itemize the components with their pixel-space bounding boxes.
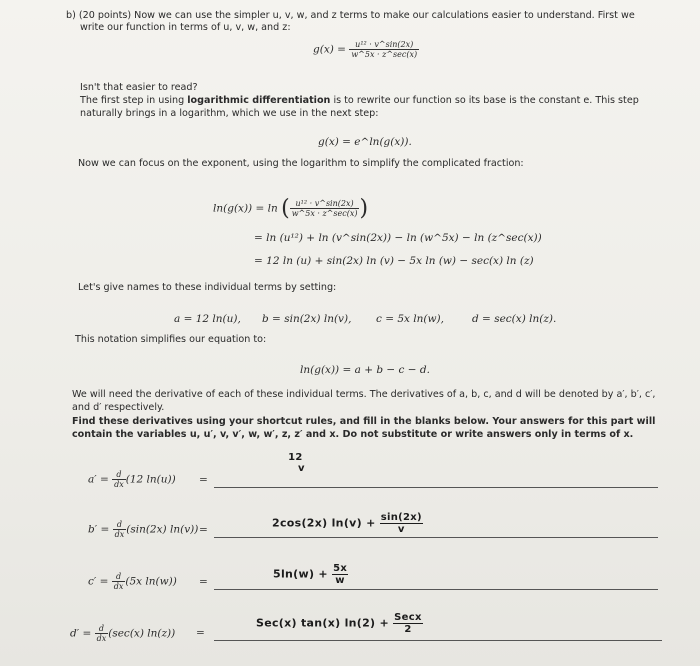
answer-d-main: Sec(x) tan(x) ln(2) + (256, 616, 390, 630)
eq-simple: ln(g(x)) = a + b − c − d. (300, 364, 430, 376)
blank-d-ddx-den: dx (96, 634, 107, 643)
blank-d-ddx-num: d (95, 624, 109, 634)
blank-c-line[interactable] (214, 589, 658, 590)
answer-b (272, 512, 423, 535)
intro-p1-post: is to rewrite our function so its base is the constant e. This step (330, 95, 639, 106)
answer-a-den: v (298, 463, 305, 474)
blank-c-equals: = (199, 576, 208, 588)
task-instructions-1: Find these derivatives using your shortcut rules, and fill in the blanks below. Your answers for this part will (72, 416, 656, 427)
blank-b-equals: = (199, 524, 208, 536)
blank-d-label: d′ = (70, 627, 92, 640)
answer-c-den: w (335, 575, 345, 586)
eq-ln-fraction (290, 199, 360, 218)
problem-heading-cont: write our function in terms of u, v, w, and z: (80, 22, 291, 33)
answer-b-fraction (380, 512, 423, 535)
blank-d-lhs (70, 624, 175, 643)
answer-d-den: 2 (404, 624, 412, 635)
simplifies-text: This notation simplifies our equation to: (75, 334, 267, 345)
intro-paragraph-1 (80, 95, 639, 107)
intro-p1-pre: The first step in using (80, 95, 188, 106)
answer-d (256, 612, 423, 635)
answer-b-den: v (397, 524, 405, 535)
eq-ln-line2: = ln (u¹²) + ln (v^sin(2x)) − ln (w^5x) − ln (z^sec(x)) (254, 232, 542, 244)
eq-ln-line1: ln(g(x)) = ln ( $\frac{\text{u¹² · v\textasciicircum{}sin(2x)}}{w\^{}5x \cdot z\^{}\sec(x)}$ ) (213, 196, 369, 221)
names-intro: Let's give names to these individual terms by setting: (78, 282, 337, 293)
def-d: d = sec(x) ln(z). (472, 313, 557, 325)
eq-exponent: g(x) = e^ln(g(x)). (318, 136, 412, 148)
eq-g-num: u¹² · v^sin(2x) (349, 40, 419, 50)
blank-a-ddx-den: dx (114, 480, 124, 489)
blank-b-ddx-den: dx (114, 530, 125, 539)
easier-question: Isn't that easier to read? (80, 82, 198, 93)
blank-c-lhs (88, 572, 177, 591)
blank-c-label: c′ = (88, 575, 109, 588)
focus-text: Now we can focus on the exponent, using the logarithm to simplify the complicated fraction: (78, 158, 524, 169)
def-b: b = sin(2x) ln(v), (262, 313, 352, 325)
answer-c-main: 5ln(w) + (273, 567, 328, 581)
blank-d-line[interactable] (214, 640, 662, 641)
blank-b-expr: (sin(2x) ln(v)) (126, 523, 199, 536)
intro-p1-bold: logarithmic differentiation (187, 95, 331, 106)
blank-a-expr: (12 ln(u)) (125, 473, 176, 486)
blank-a-ddx-num: d (112, 470, 126, 480)
blank-b-lhs (88, 520, 198, 539)
blank-b-label: b′ = (88, 523, 110, 536)
blank-a-equals: = (199, 474, 208, 486)
answer-c (273, 563, 348, 586)
answer-c-fraction (332, 563, 348, 586)
eq-ln-num: u¹² · v^sin(2x) (290, 199, 360, 209)
blank-a-lhs (88, 470, 176, 489)
blank-a-line[interactable] (214, 487, 658, 488)
intro-paragraph-2: naturally brings in a logarithm, which we use in the next step: (80, 108, 379, 119)
def-a: a = 12 ln(u), (174, 313, 241, 325)
eq-ln-line3: = 12 ln (u) + sin(2x) ln (v) − 5x ln (w) − sec(x) ln (z) (254, 255, 534, 267)
answer-d-fraction (393, 612, 423, 635)
blank-a-label: a′ = (88, 473, 109, 486)
deriv-paragraph-2: and d′ respectively. (72, 402, 165, 413)
eq-ln-line1-lhs: ln(g(x)) = ln (213, 202, 278, 215)
eq-ln-den: w^5x · z^sec(x) (291, 209, 358, 218)
blank-b-ddx-num: d (113, 520, 127, 530)
blank-b-line[interactable] (214, 537, 658, 538)
blank-d-expr: (sec(x) ln(z)) (108, 627, 176, 640)
answer-d-num: Secx (394, 612, 422, 623)
eq-g (313, 40, 419, 59)
eq-g-lhs: g(x) = (313, 43, 346, 56)
task-instructions-2: contain the variables u, u′, v, v′, w, w′, z, z′ and x. Do not substitute or write answers only in terms of x. (72, 429, 634, 440)
answer-b-main: 2cos(2x) ln(v) + (272, 516, 376, 530)
blank-c-expr: (5x ln(w)) (125, 575, 177, 588)
answer-a (286, 452, 305, 474)
blank-c-ddx-num: d (112, 572, 126, 582)
answer-a-fraction (286, 452, 305, 474)
problem-heading: b) (20 points) Now we can use the simpler u, v, w, and z terms to make our calculations easier to understand. First we (66, 10, 635, 21)
blank-c-ddx-den: dx (113, 582, 124, 591)
answer-b-num: sin(2x) (380, 512, 422, 523)
deriv-paragraph-1: We will need the derivative of each of these individual terms. The derivatives of a, b, c, and d will be denoted by a′, b′, c′, (72, 389, 656, 400)
eq-g-fraction (349, 40, 419, 59)
blank-d-equals: = (196, 627, 205, 639)
eq-g-den: w^5x · z^sec(x) (351, 50, 418, 59)
answer-c-num: 5x (333, 563, 348, 574)
def-c: c = 5x ln(w), (376, 313, 444, 325)
answer-a-num: 12 (288, 452, 303, 463)
